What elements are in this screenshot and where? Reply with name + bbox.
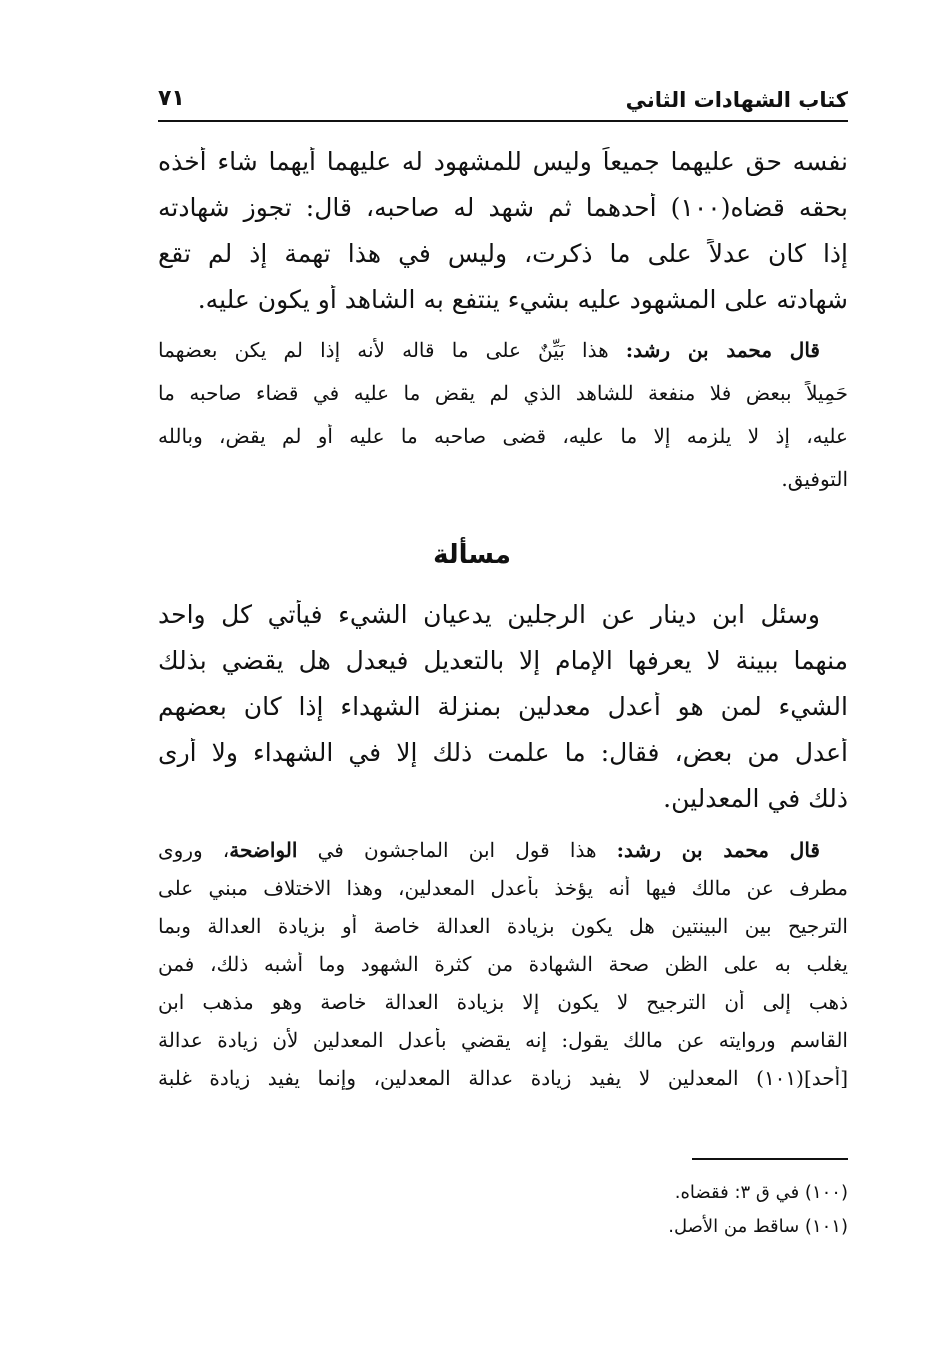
commentary-line: القاسم وروايته عن مالك يقول: إنه يقضي بأعدل المعدلين لأن زيادة عدالة (158, 1028, 848, 1052)
commentary-line: حَمِيلاً ببعض فلا منفعة للشاهد الذي لم يقض ما عليه في قضاء صاحبه ما (158, 381, 848, 405)
footnote: (١٠٠) في ق ٣: فقضاه. (674, 1182, 848, 1203)
running-title: كتاب الشهادات الثاني (625, 88, 848, 112)
text-span: وسئل ابن دينار عن الرجلين يدعيان الشيء فيأتي كل واحد (158, 600, 820, 629)
commentary-line: التوفيق. (781, 467, 848, 491)
commentary-text: هذا بَيِّنٌ على ما قاله لأنه إذا لم يكن بعضهما (158, 338, 626, 362)
text-line: بحقه قضاه(١٠٠) أحدهما ثم شهد له صاحبه، قال: تجوز شهادته (158, 193, 848, 222)
text-line: نفسه حق عليهما جميعاً وليس للمشهود له عليهما أيهما شاء أخذه (158, 147, 848, 176)
text-line: منهما ببينة لا يعرفها الإمام إلا بالتعديل فيعدل هل يقضي بذلك (158, 646, 848, 675)
commentary-line: ذهب إلى أن الترجيح لا يكون إلا بزيادة العدالة خاصة وهو مذهب ابن (158, 990, 848, 1014)
speaker-label: قال محمد بن رشد: (625, 338, 820, 362)
text-line (158, 600, 848, 629)
commentary-line: [أحد](١٠١) المعدلين لا يفيد زيادة عدالة المعدلين، وإنما يفيد زيادة غلبة (158, 1066, 848, 1090)
commentary-text: ، وروى (158, 838, 230, 862)
book-reference: الواضحة (229, 838, 298, 862)
text-line: ذلك في المعدلين. (663, 784, 848, 813)
commentary-line: مطرف عن مالك فيها أنه يؤخذ بأعدل المعدلين، وهذا الاختلاف مبني على (158, 876, 848, 900)
text-line: الشيء لمن هو أعدل معدلين بمنزلة الشهداء إذا كان بعضهم (158, 692, 848, 721)
page-header (158, 84, 848, 122)
commentary-text: هذا قول ابن الماجشون في (297, 838, 617, 862)
footnote: (١٠١) ساقط من الأصل. (668, 1216, 848, 1237)
commentary-line: يغلب به على الظن صحة الشهادة من كثرة الشهود وما أشبه ذلك، فمن (158, 952, 848, 976)
page-number: ٧١ (158, 86, 185, 111)
commentary-line: الترجيح بين البينتين هل يكون بزيادة العدالة خاصة أو بزيادة العدالة وبما (158, 914, 848, 938)
text-line: إذا كان عدلاً على ما ذكرت، وليس في هذا تهمة إذ لم تقع (158, 239, 848, 268)
commentary-line (158, 338, 848, 362)
footnote-divider (692, 1158, 848, 1160)
text-line: أعدل من بعض، فقال: ما علمت ذلك إلا في الشهداء ولا أرى (158, 738, 848, 767)
text-line: شهادته على المشهود عليه بشيء ينتفع به الشاهد أو يكون عليه. (197, 285, 848, 314)
commentary-line (158, 838, 848, 862)
speaker-label: قال محمد بن رشد: (616, 838, 820, 862)
commentary-line: عليه، إذ لا يلزمه إلا ما عليه، قضى صاحبه ما عليه أو لم يقض، وبالله (158, 424, 848, 448)
section-heading: مسألة (433, 540, 511, 570)
